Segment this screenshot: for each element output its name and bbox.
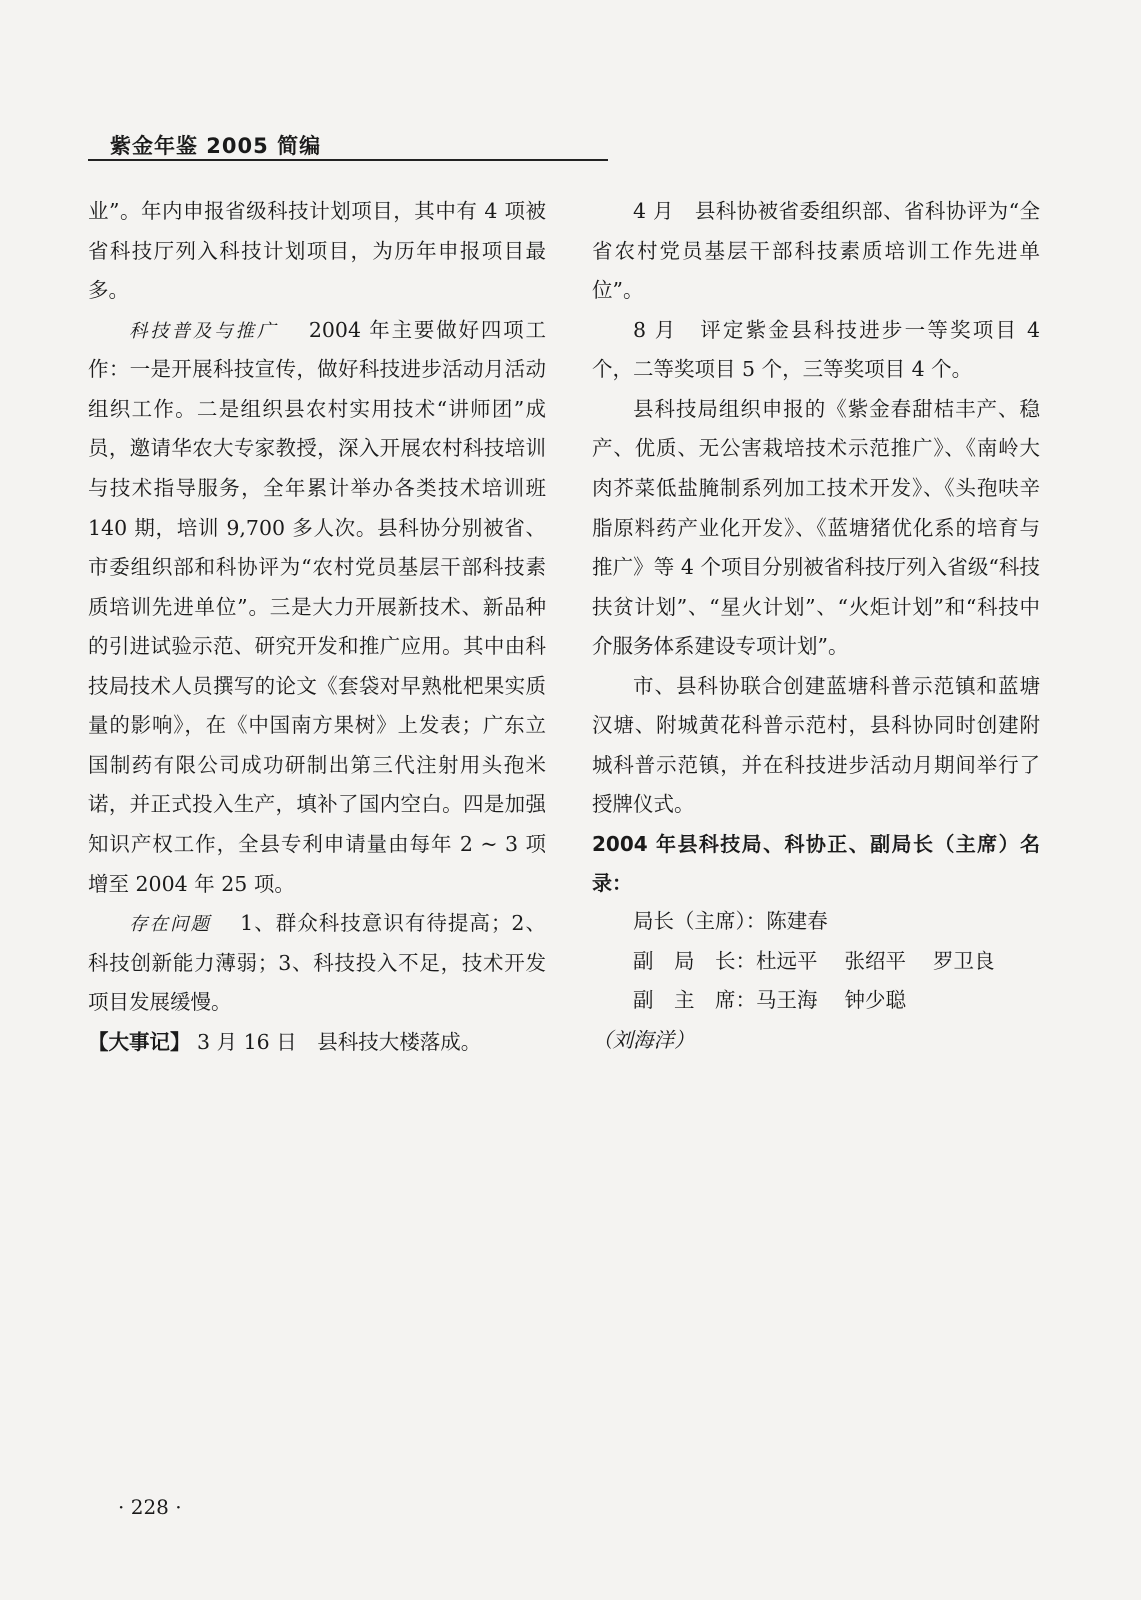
author-credit: （刘海洋）: [592, 1027, 695, 1052]
right-column: [592, 192, 1040, 1060]
running-header: 紫金年鉴 2005 简编: [110, 134, 322, 158]
paragraph-august: 8 月 评定紫金县科技进步一等奖项目 4 个，二等奖项目 5 个，三等奖项目 4 个。: [592, 317, 1040, 382]
paragraph-april: 4 月 县科协被省委组织部、省科协评为“全省农村党员基层干部科技素质培训工作先进单位”。: [592, 199, 1040, 303]
section-problems: [88, 904, 546, 1023]
leaders-deputy-directors: 副 局 长：杜远平 张绍平 罗卫良: [633, 948, 995, 973]
section-label-problems: 存在问题: [129, 914, 212, 936]
section-events: [88, 1023, 546, 1063]
leaders-vice-chairs: 副 主 席：马王海 钟少聪: [633, 988, 907, 1013]
header-rule: [88, 159, 608, 161]
paragraph-intro: 业”。年内申报省级科技计划项目，其中有 4 项被省科技厅列入科技计划项目，为历年申报项目最多。: [88, 199, 546, 303]
section-popularization: [88, 311, 546, 904]
left-column: [88, 192, 546, 1062]
page-number: · 228 ·: [118, 1495, 182, 1519]
section-text-problems: 1、群众科技意识有待提高；2、科技创新能力薄弱；3、科技投入不足，技术开发项目发展缓慢。: [88, 911, 546, 1015]
section-label-popularization: 科技普及与推广: [129, 320, 279, 342]
paragraph-demo-towns: 市、县科协联合创建蓝塘科普示范镇和蓝塘汉塘、附城黄花科普示范村，县科协同时创建附城科普示范镇，并在科技进步活动月期间举行了授牌仪式。: [592, 673, 1040, 817]
leaders-list-title: 2004 年县科技局、科协正、副局长（主席）名录：: [592, 832, 1040, 895]
paragraph-projects: 县科技局组织申报的《紫金春甜桔丰产、稳产、优质、无公害栽培技术示范推广》、《南岭大肉芥菜低盐腌制系列加工技术开发》、《头孢呋辛脂原料药产业化开发》、《蓝塘猪优化系的培育与推广》等 4 个项目分别被省科技厅列入省级“科技扶贫计划”、“星火计划”、“火炬计划”和“科技中介服务体系建设专项计划”。: [592, 396, 1040, 659]
section-text-popularization: 2004 年主要做好四项工作：一是开展科技宣传，做好科技进步活动月活动组织工作。二是组织县农村实用技术“讲师团”成员，邀请华农大专家教授，深入开展农村科技培训与技术指导服务，全年累计举办各类技术培训班 140 期，培训 9,700 多人次。县科协分别被省、市委组织部和科协评为“农村党员基层干部科技素质培训先进单位”。三是大力开展新技术、新品种的引进试验示范、研究开发和推广应用。其中由科技局技术人员撰写的论文《套袋对早熟枇杷果实质量的影响》，在《中国南方果树》上发表；广东立国制药有限公司成功研制出第三代注射用头孢米诺，并正式投入生产，填补了国内空白。四是加强知识产权工作，全县专利申请量由每年 2 ~ 3 项增至 2004 年 25 项。: [88, 317, 546, 896]
events-text: 3 月 16 日 县科技大楼落成。: [197, 1029, 482, 1054]
leaders-director: 局长（主席）：陈建春: [633, 909, 828, 934]
events-label: 【大事记】: [88, 1029, 191, 1054]
